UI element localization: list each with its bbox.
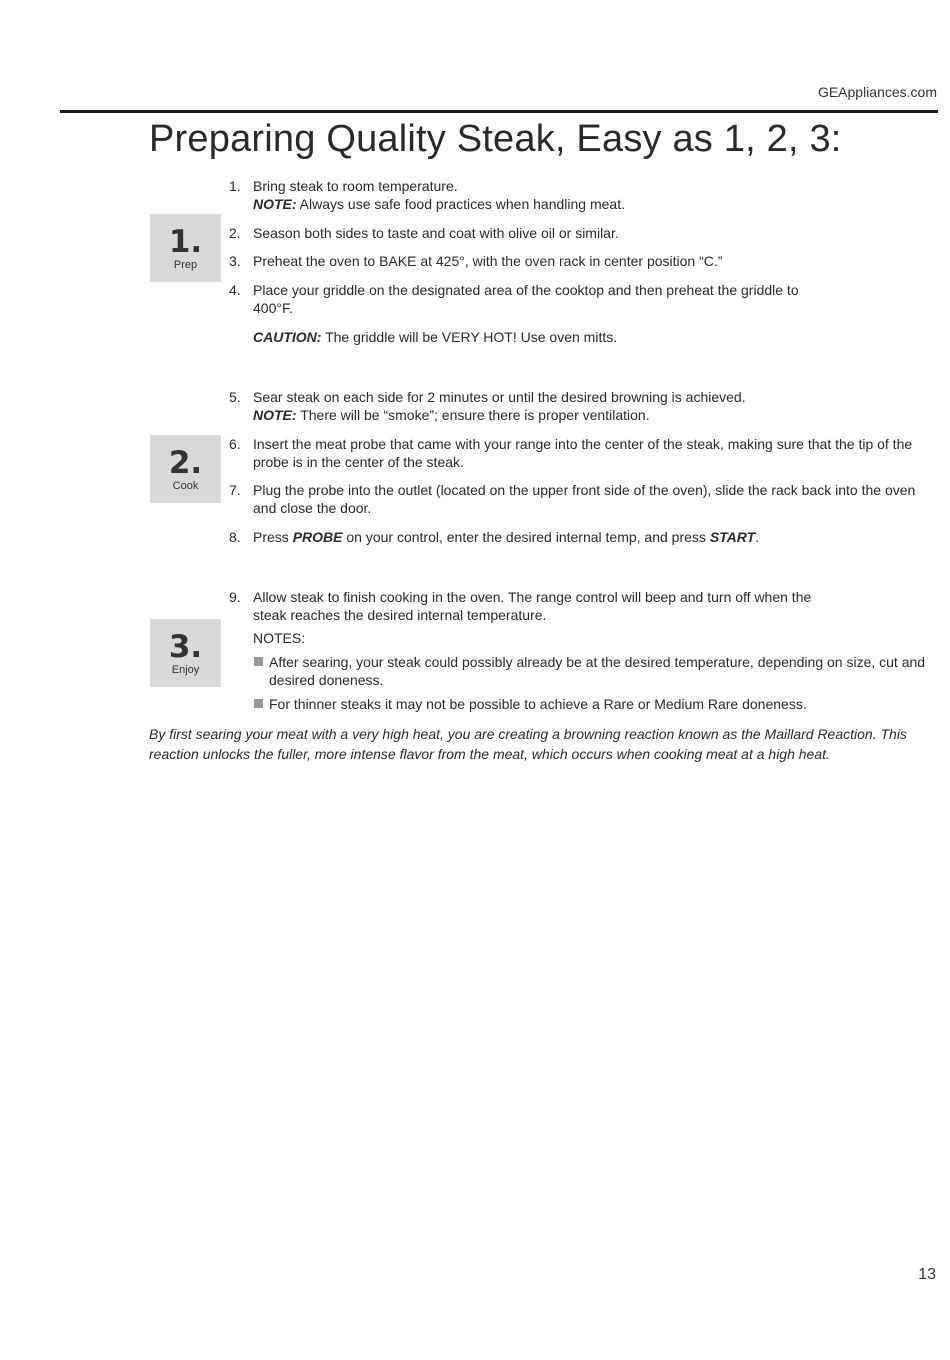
step-number: 2.	[229, 225, 241, 241]
step-9	[229, 588, 834, 624]
step-number: 9.	[229, 589, 241, 605]
step-text: Allow steak to finish cooking in the oven. The range control will beep and turn off when the steak reaches the desired internal temperature.	[253, 589, 812, 623]
step-6	[229, 435, 934, 471]
bullet-square-icon	[254, 657, 263, 666]
header-rule	[60, 110, 938, 113]
step-number: 7.	[229, 482, 241, 498]
step-7	[229, 481, 934, 517]
bullet-square-icon	[254, 699, 263, 708]
step-5	[229, 388, 934, 424]
step-badge-cook	[150, 435, 221, 503]
step-text: Plug the probe into the outlet (located on the upper front side of the oven), slide the rack back into the oven and close the door.	[253, 482, 916, 516]
badge-label: Enjoy	[171, 664, 200, 676]
step-note	[253, 195, 934, 213]
step-2	[229, 224, 934, 242]
step-number: 3.	[229, 253, 241, 269]
note-bullet-text: After searing, your steak could possibly already be at the desired temperature, depending on size, cut and desired doneness.	[269, 654, 926, 688]
page-title: Preparing Quality Steak, Easy as 1, 2, 3:	[149, 118, 842, 160]
step-1	[229, 177, 934, 213]
step-number: 8.	[229, 529, 241, 545]
step-3	[229, 252, 934, 270]
caution-text: The griddle will be VERY HOT! Use oven mitts.	[321, 329, 618, 345]
site-url: GEAppliances.com	[817, 84, 937, 100]
step-text: Sear steak on each side for 2 minutes or until the desired browning is achieved.	[253, 389, 746, 405]
note-text: There will be “smoke”; ensure there is proper ventilation.	[296, 407, 650, 423]
note-label: NOTE:	[253, 407, 297, 423]
page-number: 13	[918, 1266, 936, 1283]
step-4	[229, 281, 829, 346]
step-badge-enjoy	[150, 619, 221, 687]
step-text: Insert the meat probe that came with your range into the center of the steak, making sure that the tip of the probe is in the center of the steak.	[253, 436, 913, 470]
step-number: 6.	[229, 436, 241, 452]
step-text: Place your griddle on the designated area of the cooktop and then preheat the griddle to 400°F.	[253, 282, 799, 316]
step-text: Season both sides to taste and coat with olive oil or similar.	[253, 225, 619, 241]
note-bullet-text: For thinner steaks it may not be possible to achieve a Rare or Medium Rare doneness.	[269, 696, 807, 712]
step-text: Bring steak to room temperature.	[253, 178, 458, 194]
badge-label: Cook	[172, 480, 199, 492]
step-8	[229, 528, 934, 546]
start-key: START	[709, 529, 756, 545]
badge-number: 3.	[168, 629, 203, 665]
step-badge-prep	[150, 214, 221, 282]
note-text: Always use safe food practices when handling meat.	[296, 196, 625, 212]
step-number: 5.	[229, 389, 241, 405]
badge-label: Prep	[173, 259, 198, 271]
step-text: Preheat the oven to BAKE at 425°, with the oven rack in center position “C.”	[253, 253, 723, 269]
closing-paragraph: By first searing your meat with a very high heat, you are creating a browning reaction known as the Maillard Reaction. This reaction unlocks the fuller, more intense flavor from the meat, which occurs when cooking meat at a high heat.	[149, 726, 907, 762]
caution-label: CAUTION:	[253, 329, 322, 345]
step-number: 4.	[229, 282, 241, 298]
step-text	[253, 528, 934, 546]
step-number: 1.	[229, 178, 241, 194]
step-text-pre: Press	[253, 529, 293, 545]
step-text-mid: on your control, enter the desired internal temp, and press	[342, 529, 710, 545]
step-text-post: .	[755, 529, 760, 545]
notes-label: NOTES:	[253, 630, 306, 646]
note-bullet	[254, 695, 934, 713]
badge-number: 1.	[168, 224, 203, 260]
note-bullet	[254, 653, 934, 689]
note-label: NOTE:	[253, 196, 297, 212]
step-note	[253, 406, 934, 424]
probe-key: PROBE	[292, 529, 343, 545]
badge-number: 2.	[168, 445, 203, 481]
step-caution	[253, 328, 829, 346]
